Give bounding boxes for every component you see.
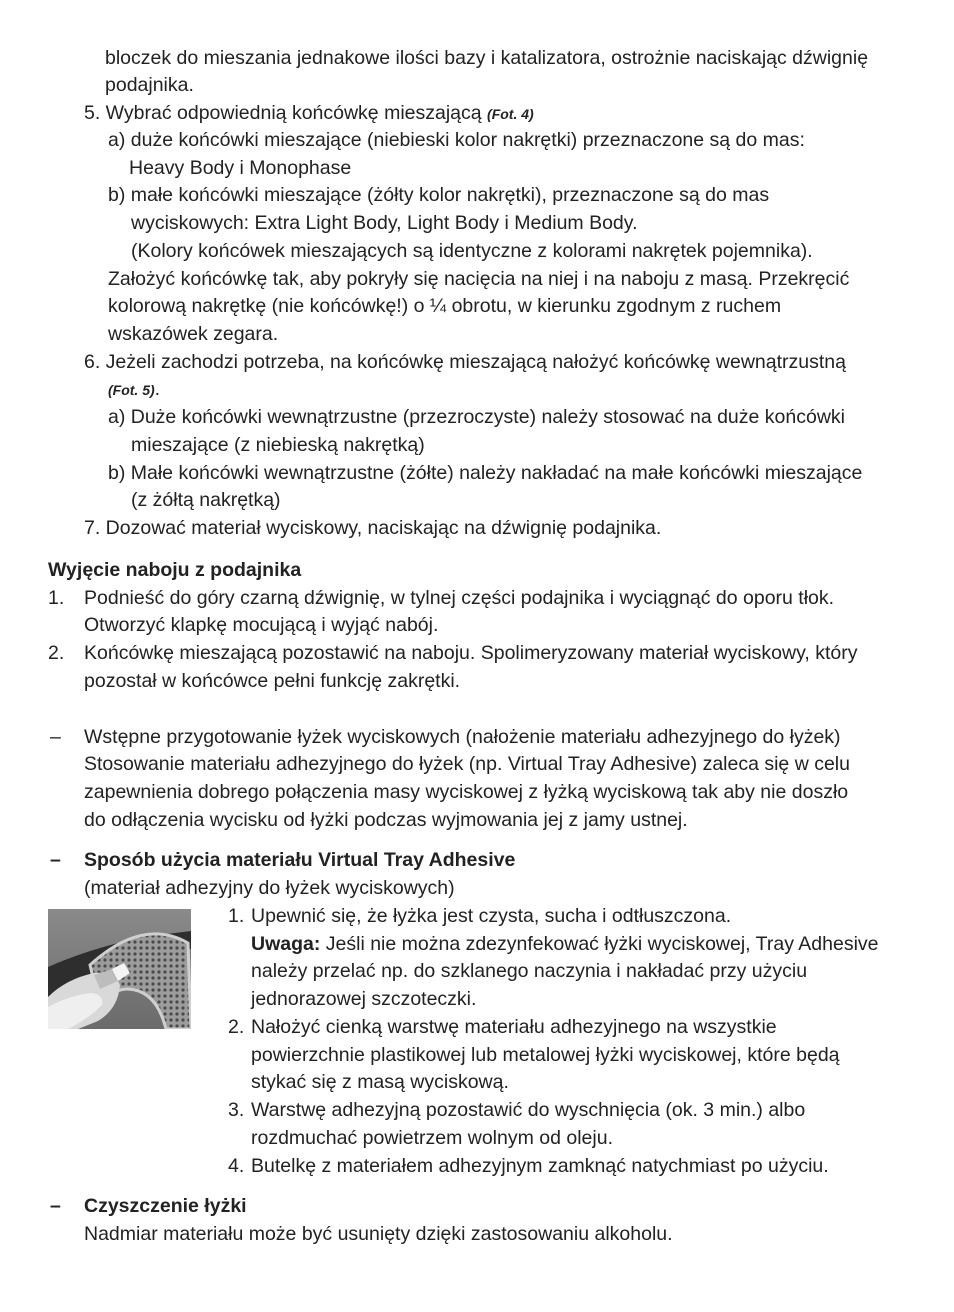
- prep-line: Stosowanie materiału adhezyjnego do łyżek (np. Virtual Tray Adhesive) zaleca się w celu: [84, 753, 850, 775]
- step-5-text: 5. Wybrać odpowiednią końcówkę mieszającą: [84, 102, 482, 124]
- list-number: 2.: [48, 642, 65, 664]
- step-5-instruction: kolorową nakrętkę (nie końcówkę!) o ¼ obrotu, w kierunku zgodnym z ruchem: [108, 295, 782, 317]
- step-5a-line: Heavy Body i Monophase: [129, 157, 352, 179]
- usage-step-3: Warstwę adhezyjną pozostawić do wyschnięcia (ok. 3 min.) albo: [251, 1099, 806, 1121]
- list-number: 3.: [228, 1099, 245, 1121]
- note-text: Jeśli nie można zdezynfekować łyżki wyciskowej, Tray Adhesive: [320, 933, 879, 955]
- dash-bullet: –: [50, 849, 61, 871]
- step-7: 7. Dozować materiał wyciskowy, naciskając na dźwignię podajnika.: [84, 517, 662, 539]
- step-5-instruction: Założyć końcówkę tak, aby pokryły się nacięcia na niej i na naboju z masą. Przekręcić: [108, 268, 850, 290]
- dash-bullet: –: [50, 1195, 61, 1217]
- list-number: 2.: [228, 1016, 245, 1038]
- section-heading-usage: Sposób użycia materiału Virtual Tray Adhesive: [84, 849, 516, 871]
- section-subheading: (materiał adhezyjny do łyżek wyciskowych): [84, 877, 455, 899]
- step-6b-line: (z żółtą nakrętką): [131, 489, 281, 511]
- step-5: [84, 100, 534, 127]
- list-number: 1.: [228, 905, 245, 927]
- tray-adhesive-photo: [48, 909, 191, 1029]
- usage-note-line: jednorazowej szczoteczki.: [251, 988, 477, 1010]
- usage-step-2: stykać się z masą wyciskową.: [251, 1071, 509, 1093]
- step-6a-line: mieszające (z niebieską nakrętką): [131, 434, 425, 456]
- period: .: [154, 378, 161, 400]
- usage-note: [251, 931, 879, 957]
- usage-note-line: należy przelać np. do szklanego naczynia i nakładać przy użyciu: [251, 960, 808, 982]
- photo-reference: (Fot. 4): [487, 106, 534, 122]
- section-heading-cleaning: Czyszczenie łyżki: [84, 1195, 247, 1217]
- step-5-instruction: wskazówek zegara.: [108, 323, 279, 345]
- step-5a-line: a) duże końcówki mieszające (niebieski kolor nakrętki) przeznaczone są do mas:: [108, 129, 805, 151]
- paragraph-line: podajnika.: [105, 74, 194, 96]
- dash-bullet: –: [50, 726, 61, 748]
- removal-step-2: pozostał w końcówce pełni funkcję zakrętki.: [84, 670, 461, 692]
- step-6b-line: b) Małe końcówki wewnątrzustne (żółte) należy nakładać na małe końcówki mieszające: [108, 462, 863, 484]
- removal-step-1: Podnieść do góry czarną dźwignię, w tylnej części podajnika i wyciągnąć do oporu tłok.: [84, 587, 835, 609]
- step-5b-line: wyciskowych: Extra Light Body, Light Body i Medium Body.: [131, 212, 638, 234]
- usage-step-1: Upewnić się, że łyżka jest czysta, sucha i odtłuszczona.: [251, 905, 732, 927]
- prep-line: do odłączenia wycisku od łyżki podczas wyjmowania jej z jamy ustnej.: [84, 809, 688, 831]
- list-number: 1.: [48, 587, 65, 609]
- step-6a-line: a) Duże końcówki wewnątrzustne (przezroczyste) należy stosować na duże końcówki: [108, 406, 845, 428]
- removal-step-2: Końcówkę mieszającą pozostawić na naboju. Spolimeryzowany materiał wyciskowy, który: [84, 642, 858, 664]
- usage-step-2: Nałożyć cienką warstwę materiału adhezyjnego na wszystkie: [251, 1016, 777, 1038]
- section-heading-removal: Wyjęcie naboju z podajnika: [48, 559, 302, 581]
- usage-step-4: Butelkę z materiałem adhezyjnym zamknąć natychmiast po użyciu.: [251, 1155, 829, 1177]
- note-label: Uwaga:: [251, 933, 321, 955]
- list-number: 4.: [228, 1155, 245, 1177]
- step-6: 6. Jeżeli zachodzi potrzeba, na końcówkę mieszającą nałożyć końcówkę wewnątrzustną: [84, 351, 846, 373]
- usage-step-3: rozdmuchać powietrzem wolnym od oleju.: [251, 1127, 613, 1149]
- step-6-reference: [108, 376, 160, 403]
- usage-step-2: powierzchnie plastikowej lub metalowej łyżki wyciskowej, które będą: [251, 1044, 840, 1066]
- step-5b-line: b) małe końcówki mieszające (żółty kolor nakrętki), przeznaczone są do mas: [108, 184, 770, 206]
- removal-step-1: Otworzyć klapkę mocującą i wyjąć nabój.: [84, 614, 439, 636]
- cleaning-text: Nadmiar materiału może być usunięty dzięki zastosowaniu alkoholu.: [84, 1223, 673, 1245]
- prep-line: Wstępne przygotowanie łyżek wyciskowych (nałożenie materiału adhezyjnego do łyżek): [84, 726, 841, 748]
- photo-reference: (Fot. 5): [108, 382, 155, 398]
- paragraph-line: bloczek do mieszania jednakowe ilości bazy i katalizatora, ostrożnie naciskając dźwignię: [105, 47, 869, 69]
- prep-line: zapewnienia dobrego połączenia masy wyciskowej z łyżką wyciskową tak aby nie doszło: [84, 781, 849, 803]
- step-5b-line: (Kolory końcówek mieszających są identyczne z kolorami nakrętek pojemnika).: [131, 240, 813, 262]
